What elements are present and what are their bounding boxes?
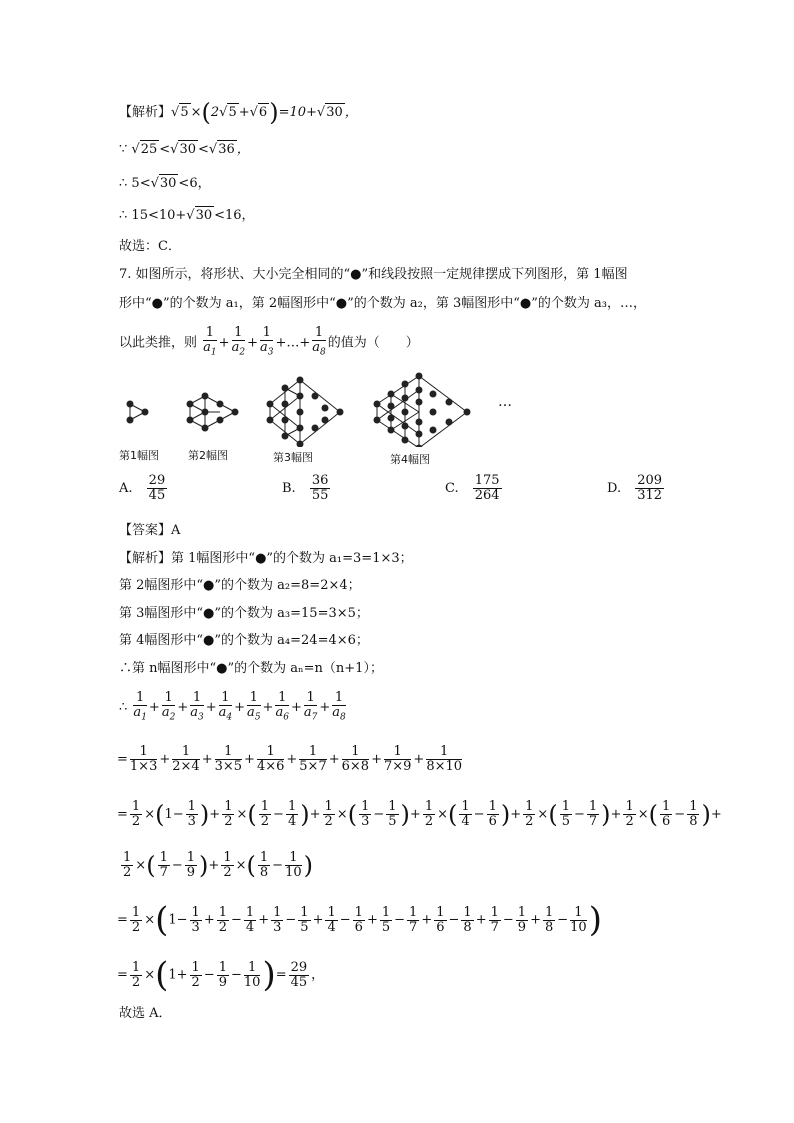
q7-stem-line2: 形中“●”的个数为 a₁，第 2幅图形中“●”的个数为 a₂，第 3幅图形中“●”的个数为 a₃，…， [119, 296, 646, 311]
sum-result: = $\frac{1}{2}$ ×(1+ $\frac{1}{2}$ − $\frac{1}{9}$ − $\frac{1}{10}$ )= $\frac{29}{45}$ ， [117, 955, 325, 995]
choose-c: 故选：C． [119, 239, 181, 254]
figure-4-graphic [374, 373, 470, 447]
dot-pattern-figures [115, 372, 535, 447]
sum-products: = $\frac{1}{1\times 3}$ + $\frac{1}{2\times 4}$ + $\frac{1}{3\times 5}$ + $\frac{1}{4\times 6}$ + $\frac{1}{5\times 7}$ + $\frac{1}{6\times 8}$ + $\frac{1}{7\times 9}$ + $\frac{1}{8\times 10}$ [117, 744, 463, 774]
q7-analysis-line1: 【解析】第 1幅图形中“●”的个数为 a₁=3=1×3； [119, 551, 413, 566]
analysis-tag: 【解析】 [119, 105, 172, 120]
q7-answer: 【答案】A [119, 523, 181, 538]
analysis-line-4: ∴ 15<10+√30 <16， [119, 208, 255, 223]
figure-label-4: 第4幅图 [390, 453, 430, 466]
option-a: A. $\frac{29}{45}$ [119, 473, 166, 503]
analysis-line-3: ∴ 5<√30 <6， [119, 176, 211, 191]
figure-label-2: 第2幅图 [188, 449, 228, 462]
figure-label-3: 第3幅图 [273, 451, 313, 464]
figure-2-graphic [187, 393, 238, 431]
option-d: D. $\frac{209}{312}$ [607, 473, 663, 503]
q7-stem-line1: 7. 如图所示，将形状、大小完全相同的“●”和线段按照一定规律摆成下列图形，第 1幅图 [119, 267, 628, 282]
sum-split-line2: $\frac{1}{2}$ ×( $\frac{1}{7}$ − $\frac{1}{9}$ )+ $\frac{1}{2}$ ×( $\frac{1}{8}$ − $\frac{1}{10}$ ) [123, 850, 313, 880]
figure-1-graphic [127, 401, 148, 423]
sum-telescoped: = $\frac{1}{2}$ ×(1− $\frac{1}{3}$ + $\frac{1}{2}$ − $\frac{1}{4}$ + $\frac{1}{3}$ − $\frac{1}{5}$ + $\frac{1}{4}$ − $\frac{1}{6}$ + $\frac{1}{5}$ − $\frac{1}{7}$ + $\frac{1}{6}$ − $\frac{1}{8}$ + $\frac{1}{7}$ − $\frac{1}{9}$ + $\frac{1}{8}$ − $\frac{1}{10}$ ) [117, 900, 602, 940]
analysis-line-2: ∵ √25 <√30 <√36 ， [119, 142, 250, 157]
q7-analysis-line4: 第 4幅图形中“●”的个数为 a₄=24=4×6； [119, 633, 369, 648]
sum-reciprocals: ∴ $\frac{1}{a_1}$ + $\frac{1}{a_2}$ + $\frac{1}{a_3}$ + $\frac{1}{a_4}$ + $\frac{1}{a_5}$ + $\frac{1}{a_6}$ + $\frac{1}{a_7}$ + $\frac{1}{a_8}$ [119, 689, 346, 723]
q7-analysis-general: ∴第 n幅图形中“●”的个数为 aₙ=n（n+1）； [119, 661, 383, 676]
figure-3-graphic [267, 377, 343, 447]
choose-a: 故选 A． [119, 1006, 172, 1021]
sum-split-line1: = $\frac{1}{2}$ ×(1− $\frac{1}{3}$ )+ $\frac{1}{2}$ ×( $\frac{1}{2}$ − $\frac{1}{4}$ )+ $\frac{1}{2}$ ×( $\frac{1}{3}$ − $\frac{1}{5}$ )+ $\frac{1}{2}$ ×( $\frac{1}{4}$ − $\frac{1}{6}$ )+ $\frac{1}{2}$ ×( $\frac{1}{5}$ − $\frac{1}{7}$ )+ $\frac{1}{2}$ ×( $\frac{1}{6}$ − $\frac{1}{8}$ )+ [117, 799, 722, 829]
q7-stem-line3: 以此类推，则 $\frac{1}{a_1}$ + $\frac{1}{a_2}$ + $\frac{1}{a_3}$ +…+ $\frac{1}{a_8}$ 的值为（ ） [119, 325, 419, 358]
figure-ellipsis: … [498, 394, 512, 410]
analysis-line-1: 【解析】√5 ×(2√5 +√6)=10+√30 ， [119, 98, 358, 127]
option-c: C. $\frac{175}{264}$ [445, 473, 500, 503]
figure-label-1: 第1幅图 [119, 449, 159, 462]
q7-analysis-line2: 第 2幅图形中“●”的个数为 a₂=8=2×4； [119, 578, 361, 593]
q7-analysis-line3: 第 3幅图形中“●”的个数为 a₃=15=3×5； [119, 606, 369, 621]
option-b: B. $\frac{36}{55}$ [282, 473, 329, 503]
